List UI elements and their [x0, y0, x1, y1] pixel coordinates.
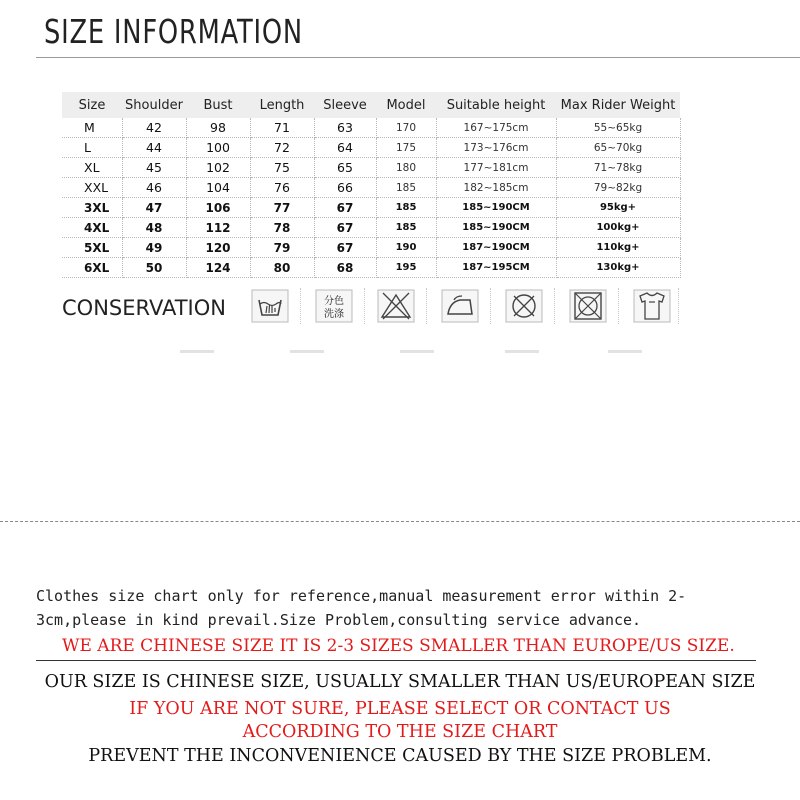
care-divider: [490, 288, 492, 324]
cell-suitable-height: 182~185cm: [436, 178, 556, 198]
cell-sleeve: 68: [314, 258, 376, 278]
cell-max-weight: 100kg+: [556, 218, 680, 238]
care-divider: [426, 288, 428, 324]
care-divider: [554, 288, 556, 324]
cell-sleeve: 67: [314, 238, 376, 258]
cell-suitable-height: 167~175cm: [436, 118, 556, 138]
cell-length: 77: [250, 198, 314, 218]
faded-caption: [608, 350, 642, 353]
no-tumble-dry-icon: [568, 288, 608, 324]
table-row: [62, 238, 680, 258]
cell-shoulder: 46: [122, 178, 186, 198]
cell-model: 195: [376, 258, 436, 278]
cell-shoulder: 49: [122, 238, 186, 258]
care-divider: [364, 288, 366, 324]
cell-size: M: [62, 118, 122, 138]
cell-size: L: [62, 138, 122, 158]
cell-max-weight: 71~78kg: [556, 158, 680, 178]
prevent-note: PREVENT THE INCONVENIENCE CAUSED BY THE SIZE PROBLEM.: [88, 746, 712, 766]
cell-suitable-height: 187~195CM: [436, 258, 556, 278]
chinese-size-warning: WE ARE CHINESE SIZE IT IS 2-3 SIZES SMALLER THAN EUROPE/US SIZE.: [62, 636, 735, 656]
title-divider: [36, 57, 800, 58]
disclaimer-line-1: Clothes size chart only for reference,manual measurement error within 2-: [36, 587, 687, 605]
cell-bust: 104: [186, 178, 250, 198]
cell-max-weight: 110kg+: [556, 238, 680, 258]
cell-bust: 100: [186, 138, 250, 158]
cell-sleeve: 66: [314, 178, 376, 198]
faded-caption: [505, 350, 539, 353]
table-row: [62, 158, 680, 178]
cell-max-weight: 55~65kg: [556, 118, 680, 138]
size-table: [62, 92, 681, 278]
care-icons: [250, 288, 680, 328]
faded-caption: [180, 350, 214, 353]
header-size: Size: [62, 92, 122, 118]
cell-size: 3XL: [62, 198, 122, 218]
cell-max-weight: 130kg+: [556, 258, 680, 278]
cell-bust: 120: [186, 238, 250, 258]
header-suitable-height: Suitable height: [436, 92, 556, 118]
cell-shoulder: 50: [122, 258, 186, 278]
cell-length: 78: [250, 218, 314, 238]
cell-max-weight: 65~70kg: [556, 138, 680, 158]
faded-caption: [290, 350, 324, 353]
hang-dry-icon: [632, 288, 672, 324]
cell-bust: 112: [186, 218, 250, 238]
separate-color-wash-icon: [314, 288, 354, 324]
cell-shoulder: 47: [122, 198, 186, 218]
faded-caption: [400, 350, 434, 353]
cell-length: 79: [250, 238, 314, 258]
cell-shoulder: 45: [122, 158, 186, 178]
cell-bust: 124: [186, 258, 250, 278]
table-body: [62, 118, 680, 278]
conservation-label: CONSERVATION: [62, 296, 226, 320]
care-divider: [618, 288, 620, 324]
cell-model: 185: [376, 218, 436, 238]
cell-size: 4XL: [62, 218, 122, 238]
cell-length: 80: [250, 258, 314, 278]
no-dry-clean-icon: [504, 288, 544, 324]
cell-length: 76: [250, 178, 314, 198]
cell-size: XXL: [62, 178, 122, 198]
cell-model: 175: [376, 138, 436, 158]
care-divider: [300, 288, 302, 324]
cell-bust: 102: [186, 158, 250, 178]
separate-color-text-bottom: 洗涤: [324, 309, 344, 320]
cell-suitable-height: 177~181cm: [436, 158, 556, 178]
cell-sleeve: 67: [314, 218, 376, 238]
cell-suitable-height: 185~190CM: [436, 218, 556, 238]
cell-size: 6XL: [62, 258, 122, 278]
header-bust: Bust: [186, 92, 250, 118]
cell-model: 185: [376, 198, 436, 218]
notes-divider: [36, 660, 756, 661]
table-row: [62, 258, 680, 278]
cell-model: 170: [376, 118, 436, 138]
table-row: [62, 218, 680, 238]
cell-model: 190: [376, 238, 436, 258]
table-header-row: [62, 92, 680, 118]
cell-max-weight: 79~82kg: [556, 178, 680, 198]
cell-suitable-height: 173~176cm: [436, 138, 556, 158]
disclaimer-line-2: 3cm,please in kind prevail.Size Problem,consulting service advance.: [36, 611, 642, 629]
table-row: [62, 178, 680, 198]
cell-sleeve: 63: [314, 118, 376, 138]
no-bleach-icon: [376, 288, 416, 324]
header-model: Model: [376, 92, 436, 118]
header-shoulder: Shoulder: [122, 92, 186, 118]
cell-shoulder: 48: [122, 218, 186, 238]
cell-model: 180: [376, 158, 436, 178]
cell-sleeve: 67: [314, 198, 376, 218]
cell-size: XL: [62, 158, 122, 178]
cell-shoulder: 42: [122, 118, 186, 138]
cell-model: 185: [376, 178, 436, 198]
separate-color-text-top: 分色: [324, 296, 344, 307]
table-row: [62, 198, 680, 218]
cell-length: 71: [250, 118, 314, 138]
header-length: Length: [250, 92, 314, 118]
care-divider: [678, 288, 680, 324]
select-note-line-2: ACCORDING TO THE SIZE CHART: [242, 722, 558, 742]
cell-bust: 106: [186, 198, 250, 218]
cell-length: 75: [250, 158, 314, 178]
cell-bust: 98: [186, 118, 250, 138]
select-note-line-1: IF YOU ARE NOT SURE, PLEASE SELECT OR CONTACT US: [129, 699, 671, 719]
disclaimer-text: [36, 584, 766, 632]
header-sleeve: Sleeve: [314, 92, 376, 118]
page-title: SIZE INFORMATION: [44, 12, 303, 51]
cell-suitable-height: 187~190CM: [436, 238, 556, 258]
cell-max-weight: 95kg+: [556, 198, 680, 218]
hand-wash-icon: [250, 288, 290, 324]
iron-icon: [440, 288, 480, 324]
usual-size-note: OUR SIZE IS CHINESE SIZE, USUALLY SMALLER THAN US/EUROPEAN SIZE: [44, 672, 756, 692]
section-divider: [0, 521, 800, 522]
cell-length: 72: [250, 138, 314, 158]
table-row: [62, 118, 680, 138]
cell-sleeve: 64: [314, 138, 376, 158]
table-row: [62, 138, 680, 158]
cell-shoulder: 44: [122, 138, 186, 158]
cell-sleeve: 65: [314, 158, 376, 178]
header-max-weight: Max Rider Weight: [556, 92, 680, 118]
cell-suitable-height: 185~190CM: [436, 198, 556, 218]
cell-size: 5XL: [62, 238, 122, 258]
